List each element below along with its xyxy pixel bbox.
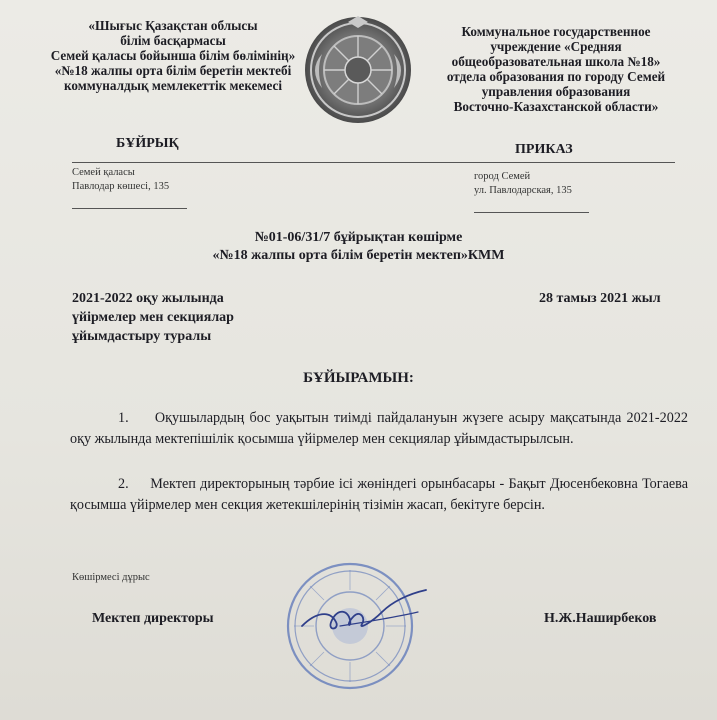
- order-item-text: Оқушылардың бос уақытын тиімді пайдалануын жүзеге асыру мақсатында 2021-2022 оқу жылында мектепішілік қосымша үйірмелер мен секциялар ұйымдастырылсын.: [70, 410, 689, 447]
- order-label-ru: ПРИКАЗ: [515, 142, 573, 157]
- subject-line: 2021-2022 оқу жылында: [72, 291, 224, 306]
- address-left: [72, 166, 169, 194]
- address-left-line: Семей қаласы: [72, 167, 135, 178]
- header-left-line: «№18 жалпы орта білім беретін мектебі: [54, 63, 292, 78]
- order-item-text: Мектеп директорының тәрбие ісі жөніндегі орынбасары - Бақыт Дюсенбековна Тогаева қосымша үйірмелер мен секция жетекшілерінің тізімін жасап, бекітуге берсін.: [70, 476, 688, 513]
- signer-name: Н.Ж.Наширбеков: [544, 611, 657, 626]
- header-left-line: коммуналдық мемлекеттік мекемесі: [63, 78, 283, 93]
- command-heading: БҰЙЫРАМЫН:: [303, 370, 414, 386]
- subject-line: ұйымдастыру туралы: [72, 329, 212, 344]
- signer-title: Мектеп директоры: [92, 611, 214, 626]
- header-right-line: общеобразовательная школа №18»: [451, 54, 661, 69]
- header-left-line: білім басқармасы: [120, 33, 226, 48]
- header-left-line: Семей қаласы бойынша білім бөлімінің»: [50, 48, 296, 63]
- header-left: [28, 18, 318, 93]
- state-emblem-icon: [302, 14, 414, 126]
- document-date: 28 тамыз 2021 жыл: [539, 291, 661, 306]
- address-left-line: Павлодар көшесі, 135: [72, 181, 170, 192]
- subject-line: үйірмелер мен секциялар: [72, 310, 234, 325]
- copy-title-line: «№18 жалпы орта білім беретін мектеп»КММ: [212, 248, 505, 263]
- header-right-line: учреждение «Средняя: [490, 39, 622, 54]
- header-right: [420, 24, 692, 114]
- copy-true-note: Көшірмесі дұрыс: [72, 572, 150, 583]
- header-right-line: Коммунальное государственное: [461, 24, 651, 39]
- order-item-2: [70, 474, 688, 515]
- order-item-number: 1.: [118, 410, 129, 426]
- address-left-underline: [72, 208, 187, 209]
- address-right-line: город Семей: [474, 171, 531, 182]
- order-label-kz: БҰЙРЫҚ: [116, 136, 179, 151]
- address-right-underline: [474, 212, 589, 213]
- header-divider: [72, 162, 675, 163]
- order-item-number: 2.: [118, 476, 129, 492]
- header-left-line: «Шығыс Қазақстан облысы: [88, 18, 258, 33]
- signature-icon: [296, 582, 436, 642]
- header-right-line: отдела образования по городу Семей: [446, 69, 666, 84]
- order-item-1: [70, 408, 688, 449]
- header-right-line: Восточно-Казахстанской области»: [453, 99, 659, 114]
- subject: [72, 289, 234, 346]
- header-right-line: управления образования: [481, 84, 631, 99]
- address-right-line: ул. Павлодарская, 135: [474, 185, 572, 196]
- copy-title-line: №01-06/31/7 бұйрықтан көшірме: [254, 230, 463, 245]
- address-right: [474, 170, 572, 198]
